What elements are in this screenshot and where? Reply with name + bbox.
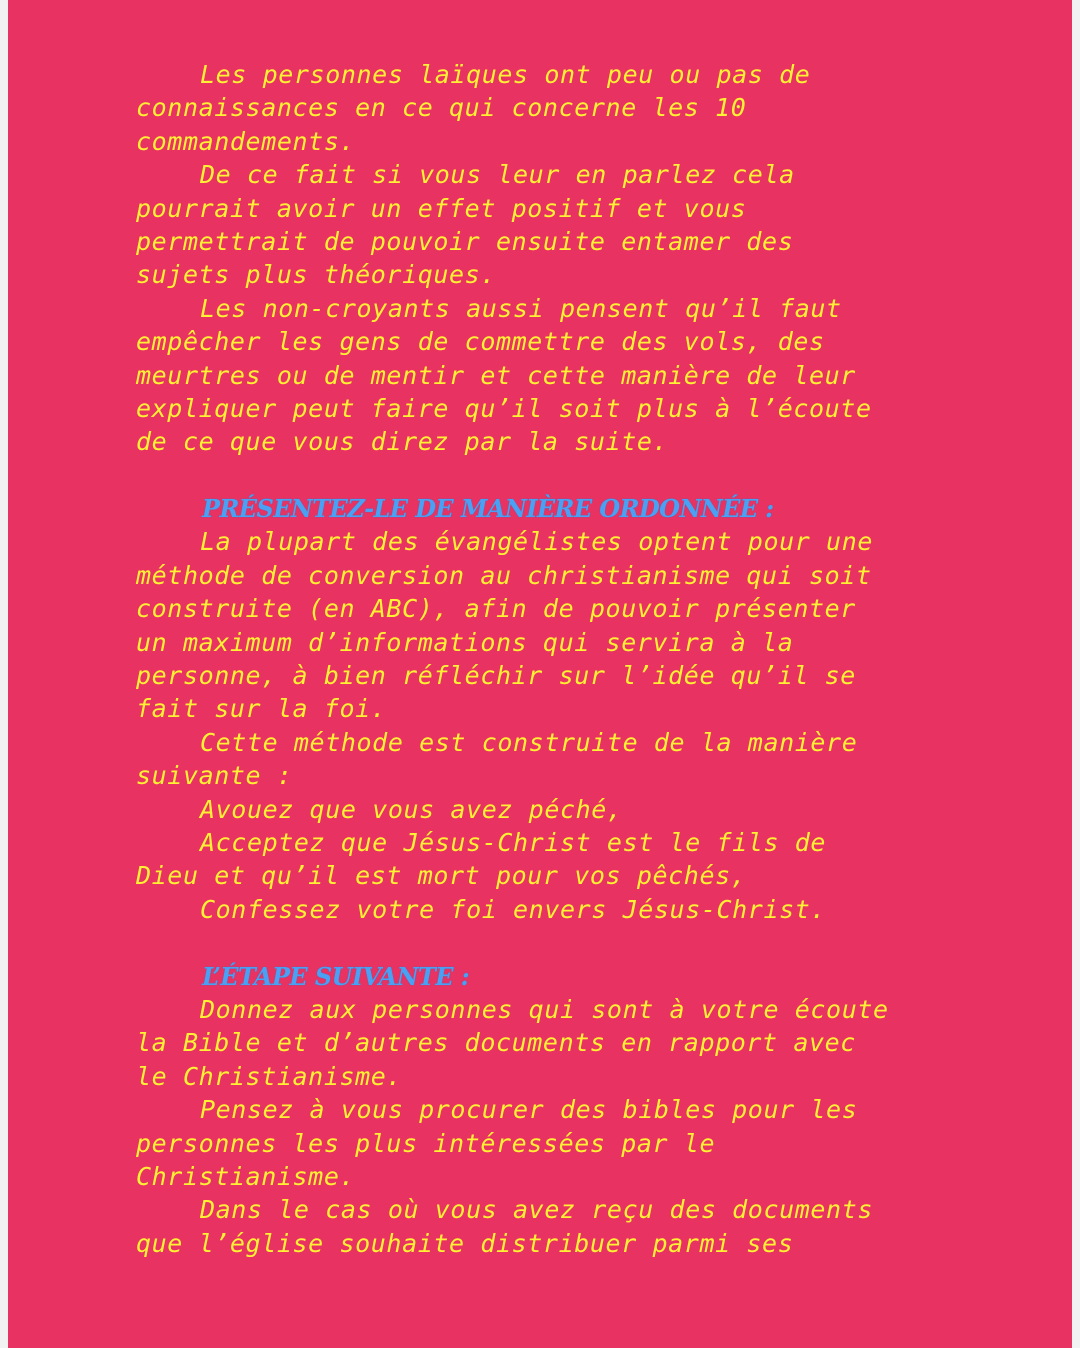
paragraph bbox=[136, 58, 956, 158]
text-line: Les non-croyants aussi pensent qu’il faut bbox=[200, 293, 842, 323]
text-line: Avouez que vous avez péché, bbox=[200, 794, 623, 824]
text-line: construite (en ABC), afin de pouvoir présenter bbox=[136, 594, 856, 624]
text-line: meurtres ou de mentir et cette manière de leur bbox=[136, 360, 856, 390]
text-line: Acceptez que Jésus-Christ est le fils de bbox=[200, 827, 827, 857]
document-page bbox=[8, 0, 1072, 1348]
text-line: pourrait avoir un effet positif et vous bbox=[136, 193, 747, 223]
paragraph bbox=[136, 525, 956, 725]
text-line: personne, à bien réfléchir sur l’idée qu’il se bbox=[136, 661, 856, 691]
text-line: expliquer peut faire qu’il soit plus à l’écoute bbox=[136, 393, 872, 423]
text-line: Cette méthode est construite de la manière bbox=[200, 727, 858, 757]
paragraph bbox=[136, 1193, 956, 1260]
paragraph bbox=[136, 993, 956, 1093]
text-line: le Christianisme. bbox=[136, 1061, 403, 1091]
section-heading: L’ÉTAPE SUIVANTE : bbox=[202, 961, 470, 991]
text-line: Pensez à vous procurer des bibles pour les bbox=[200, 1095, 858, 1125]
text-line: de ce que vous direz par la suite. bbox=[136, 427, 669, 457]
text-line: un maximum d’informations qui servira à la bbox=[136, 627, 794, 657]
paragraph bbox=[136, 292, 956, 459]
text-line: empêcher les gens de commettre des vols, des bbox=[136, 327, 825, 357]
text-line: Confessez votre foi envers Jésus-Christ. bbox=[200, 894, 827, 924]
text-line: Dans le cas où vous avez reçu des documents bbox=[200, 1195, 874, 1225]
text-line: fait sur la foi. bbox=[136, 694, 387, 724]
text-line: la Bible et d’autres documents en rapport avec bbox=[136, 1028, 856, 1058]
text-line: personnes les plus intéressées par le bbox=[136, 1128, 716, 1158]
text-line: suivante : bbox=[136, 761, 293, 791]
text-line: permettrait de pouvoir ensuite entamer des bbox=[136, 226, 794, 256]
text-line: sujets plus théoriques. bbox=[136, 260, 496, 290]
text-line: La plupart des évangélistes optent pour une bbox=[200, 527, 874, 557]
text-line: commandements. bbox=[136, 126, 356, 156]
paragraph bbox=[136, 726, 956, 793]
section-heading: PRÉSENTEZ-LE DE MANIÈRE ORDONNÉE : bbox=[202, 494, 774, 524]
paragraph bbox=[136, 793, 956, 826]
text-line: méthode de conversion au christianisme qui soit bbox=[136, 560, 872, 590]
text-line: Donnez aux personnes qui sont à votre écoute bbox=[200, 994, 889, 1024]
paragraph bbox=[136, 893, 956, 926]
text-line: connaissances en ce qui concerne les 10 bbox=[136, 93, 747, 123]
paragraph-gap bbox=[136, 459, 956, 492]
paragraph bbox=[136, 826, 956, 893]
paragraph bbox=[136, 1093, 956, 1193]
text-line: Les personnes laïques ont peu ou pas de bbox=[200, 60, 811, 89]
text-line: Dieu et qu’il est mort pour vos pêchés, bbox=[136, 861, 747, 891]
text-line: que l’église souhaite distribuer parmi ses bbox=[136, 1228, 794, 1258]
paragraph-gap bbox=[136, 926, 956, 959]
text-line: Christianisme. bbox=[136, 1161, 356, 1191]
document-body bbox=[136, 58, 956, 1260]
text-line: De ce fait si vous leur en parlez cela bbox=[200, 160, 795, 190]
paragraph bbox=[136, 158, 956, 292]
